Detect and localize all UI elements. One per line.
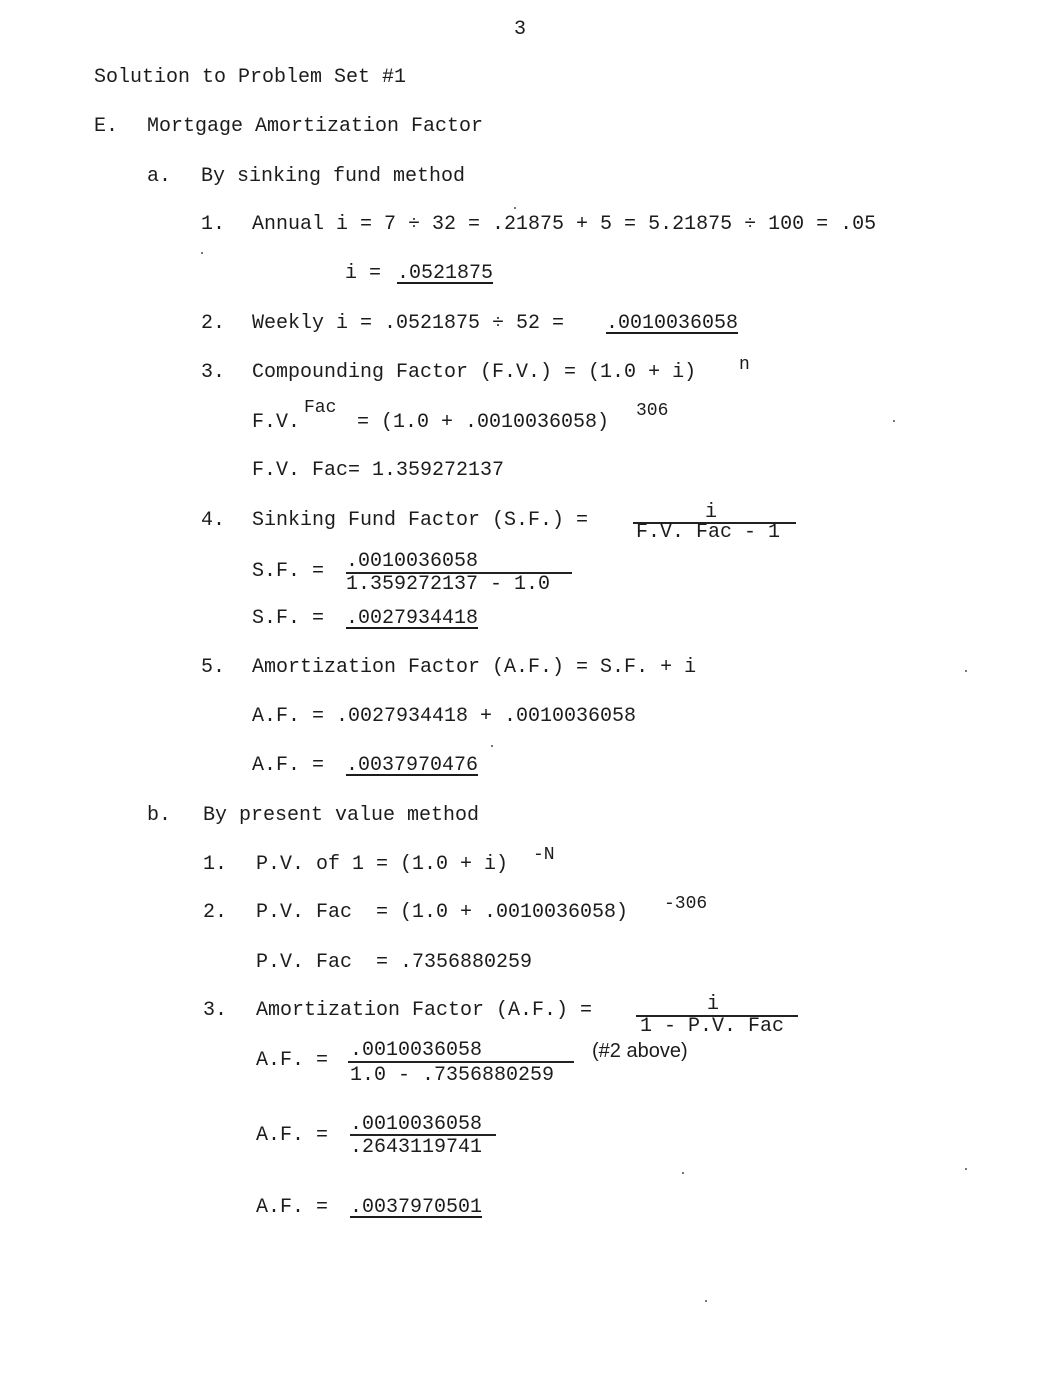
scan-speck xyxy=(201,252,203,254)
a-step4-formula-numerator: i xyxy=(705,501,718,524)
b-step3-line4-label: A.F. = xyxy=(256,1196,329,1219)
part-b-title: By present value method xyxy=(203,804,480,827)
a-step4-number: 4. xyxy=(201,509,226,532)
a-step5-number: 5. xyxy=(201,656,226,679)
part-a-title: By sinking fund method xyxy=(201,165,466,188)
a-step4-line2-denominator: 1.359272137 - 1.0 xyxy=(346,573,551,596)
a-step2-value: .0010036058 xyxy=(606,312,739,335)
a-step4-line2-numerator: .0010036058 xyxy=(346,550,479,573)
page-number: 3 xyxy=(514,18,527,41)
a-step3-exponent: n xyxy=(739,355,750,375)
part-b-letter: b. xyxy=(147,804,172,827)
b-step3-number: 3. xyxy=(203,999,228,1022)
b-step2-number: 2. xyxy=(203,901,228,924)
b-step3-formula-denominator: 1 - P.V. Fac xyxy=(640,1015,785,1038)
b-step3-text: Amortization Factor (A.F.) = xyxy=(256,999,593,1022)
b-step1-exponent: -N xyxy=(533,845,555,865)
a-step3-line2-rhs: = (1.0 + .0010036058) xyxy=(357,411,610,434)
b-step3-line2-label: A.F. = xyxy=(256,1049,329,1072)
a-step2-number: 2. xyxy=(201,312,226,335)
scan-speck xyxy=(682,1172,684,1174)
a-step4-text: Sinking Fund Factor (S.F.) = xyxy=(252,509,589,532)
a-step3-text: Compounding Factor (F.V.) = (1.0 + i) xyxy=(252,361,697,384)
b-step3-line3-label: A.F. = xyxy=(256,1124,329,1147)
section-letter: E. xyxy=(94,115,119,138)
a-step2-text: Weekly i = .0521875 ÷ 52 = xyxy=(252,312,565,335)
a-step1-text: Annual i = 7 ÷ 32 = .21875 + 5 = 5.21875 ÷ 100 = .05 xyxy=(252,213,877,236)
document-header: Solution to Problem Set #1 xyxy=(94,66,407,89)
b-step2-text: P.V. Fac = (1.0 + .0010036058) xyxy=(256,901,629,924)
section-title: Mortgage Amortization Factor xyxy=(147,115,484,138)
b-step1-text: P.V. of 1 = (1.0 + i) xyxy=(256,853,509,876)
scan-speck xyxy=(893,420,895,422)
b-step2-exponent: -306 xyxy=(664,894,708,914)
b-step2-line2: P.V. Fac = .7356880259 xyxy=(256,951,533,974)
a-step5-line3-label: A.F. = xyxy=(252,754,325,777)
b-step1-number: 1. xyxy=(203,853,228,876)
b-step3-line4-value: .0037970501 xyxy=(350,1196,483,1219)
b-step3-line2-note: (#2 above) xyxy=(592,1040,688,1062)
scan-speck xyxy=(965,1168,967,1170)
a-step1-number: 1. xyxy=(201,213,226,236)
a-step3-line2-exponent: 306 xyxy=(636,401,669,421)
a-step1-result-value: .0521875 xyxy=(397,262,494,285)
scan-speck xyxy=(514,207,516,209)
scan-speck xyxy=(705,1300,707,1302)
b-step3-formula-numerator: i xyxy=(707,993,720,1016)
part-a-letter: a. xyxy=(147,165,172,188)
a-step4-line3-value: .0027934418 xyxy=(346,607,479,630)
a-step4-formula-denominator: F.V. Fac - 1 xyxy=(636,521,781,544)
b-step3-line2-denominator: 1.0 - .7356880259 xyxy=(350,1064,555,1087)
a-step3-line2-sup: Fac xyxy=(304,398,337,418)
b-step3-line2-numerator: .0010036058 xyxy=(350,1039,483,1062)
a-step3-line3: F.V. Fac= 1.359272137 xyxy=(252,459,505,482)
scan-speck xyxy=(491,745,493,747)
a-step3-number: 3. xyxy=(201,361,226,384)
a-step5-text: Amortization Factor (A.F.) = S.F. + i xyxy=(252,656,697,679)
a-step5-line3-value: .0037970476 xyxy=(346,754,479,777)
b-step3-line3-denominator: .2643119741 xyxy=(350,1136,483,1159)
a-step3-line2-base: F.V. xyxy=(252,411,301,434)
a-step5-line2: A.F. = .0027934418 + .0010036058 xyxy=(252,705,637,728)
a-step1-result-label: i = xyxy=(345,262,382,285)
b-step3-line3-numerator: .0010036058 xyxy=(350,1113,483,1136)
scan-speck xyxy=(965,670,967,672)
b-step3-line2-bar xyxy=(348,1061,574,1063)
a-step4-line2-label: S.F. = xyxy=(252,560,325,583)
a-step4-line3-label: S.F. = xyxy=(252,607,325,630)
